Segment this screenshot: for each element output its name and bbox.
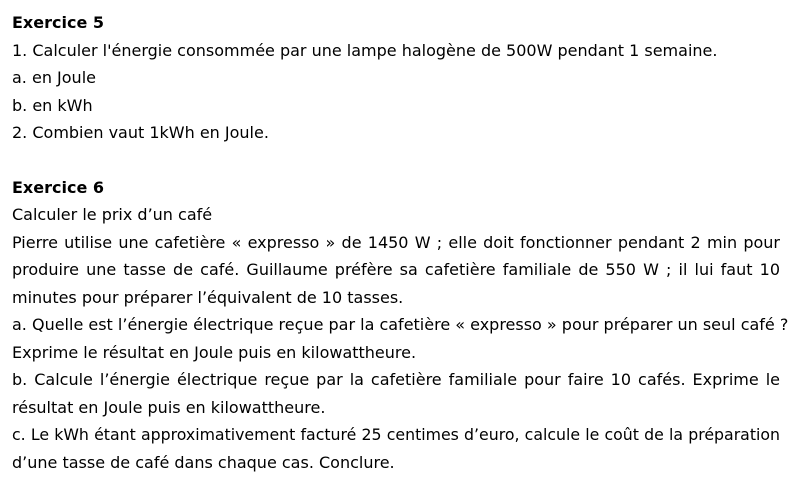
exercise-6-question-c-cont: d’une tasse de café dans chaque cas. Conclure. — [12, 452, 395, 472]
exercise-6-question-b: b. Calcule l’énergie électrique reçue par la cafetière familiale pour faire 10 cafés. Exprime le — [12, 370, 780, 389]
exercise-5 — [12, 9, 800, 147]
exercise-6-line-1: Pierre utilise une cafetière « expresso » de 1450 W ; elle doit fonctionner pendant 2 min pour — [12, 232, 780, 252]
exercise-5-question-1a: a. en Joule — [12, 68, 96, 87]
exercise-6-question-b-cont: résultat en Joule puis en kilowattheure. — [12, 397, 326, 417]
exercise-6-question-c: c. Le kWh étant approximativement facturé 25 centimes d’euro, calcule le coût de la préparation — [12, 425, 780, 444]
exercise-6-line-3: minutes pour préparer l’équivalent de 10 tasses. — [12, 287, 404, 307]
exercise-5-title: Exercice 5 — [12, 13, 104, 32]
exercise-5-question-1: 1. Calculer l'énergie consommée par une lampe halogène de 500W pendant 1 semaine. — [12, 40, 718, 60]
exercise-5-question-1b: b. en kWh — [12, 95, 93, 115]
section-spacer — [12, 147, 800, 174]
exercise-6-question-a: a. Quelle est l’énergie électrique reçue par la cafetière « expresso » pour préparer un seul café ? — [12, 315, 789, 334]
exercise-6-subtitle: Calculer le prix d’un café — [12, 205, 213, 224]
exercise-6-question-a-cont: Exprime le résultat en Joule puis en kilowattheure. — [12, 342, 417, 362]
exercise-6-line-2: produire une tasse de café. Guillaume préfère sa cafetière familiale de 550 W ; il lui faut 10 — [12, 260, 780, 279]
exercise-6-title: Exercice 6 — [12, 177, 104, 197]
exercise-6 — [12, 174, 800, 477]
exercise-5-question-2: 2. Combien vaut 1kWh en Joule. — [12, 123, 269, 142]
